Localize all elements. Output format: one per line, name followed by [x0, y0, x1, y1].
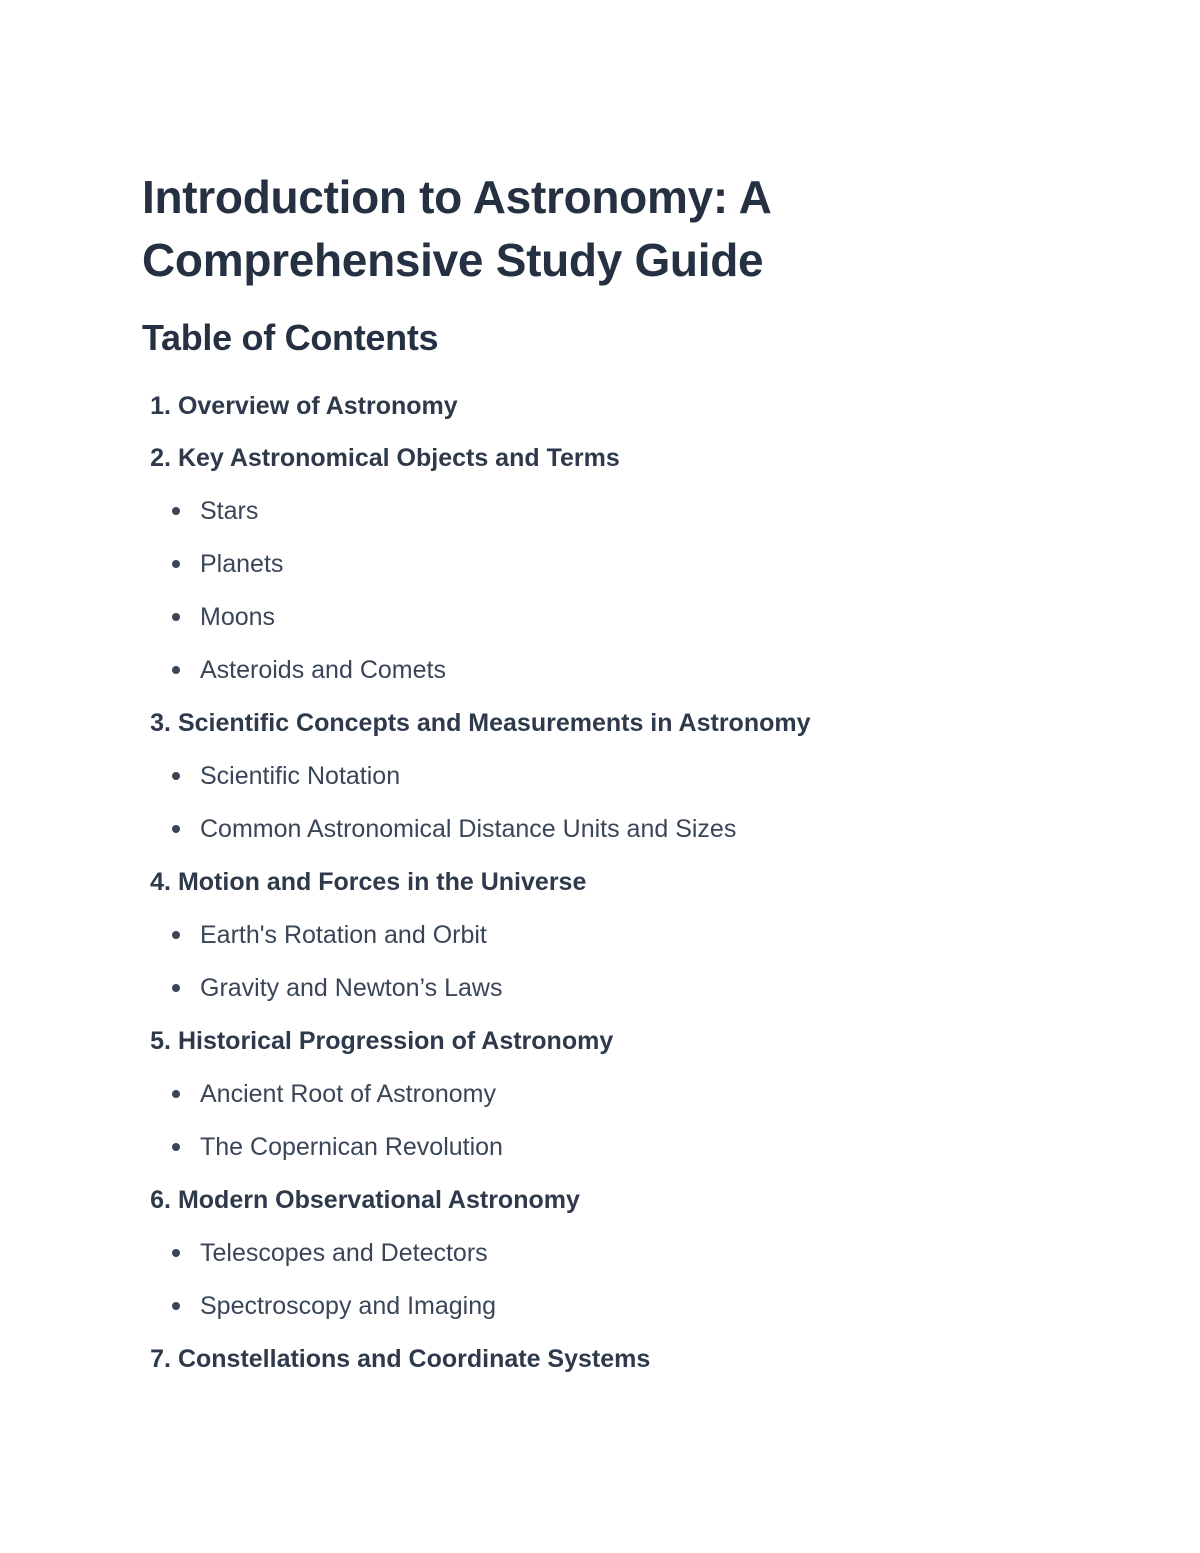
toc-subsection-item[interactable]: [172, 919, 487, 951]
toc-section-number: 4.: [150, 868, 171, 896]
toc-subsection-label: Scientific Notation: [200, 762, 401, 790]
toc-subsection-label: Gravity and Newton’s Laws: [200, 974, 503, 1002]
toc-section-number: 3.: [150, 709, 171, 737]
toc-heading: Table of Contents: [142, 317, 439, 358]
bullet-icon: [172, 560, 180, 568]
toc-section-label: Constellations and Coordinate Systems: [177, 1345, 651, 1373]
toc-section-label: Motion and Forces in the Universe: [177, 868, 587, 896]
toc-section-label: Historical Progression of Astronomy: [177, 1027, 614, 1055]
toc-subsection-label: Moons: [200, 603, 276, 631]
document-title: Introduction to Astronomy: A Comprehensive Study Guide: [142, 171, 770, 286]
toc-section-item[interactable]: [142, 866, 586, 898]
toc-section-item[interactable]: [142, 707, 811, 739]
toc-section-item[interactable]: [142, 1025, 613, 1057]
toc-section-label: Scientific Concepts and Measurements in Astronomy: [177, 709, 811, 737]
toc-section-item[interactable]: [142, 1184, 580, 1216]
toc-subsection-label: Stars: [200, 497, 259, 525]
toc-subsection-item[interactable]: [172, 760, 400, 792]
bullet-icon: [172, 984, 180, 992]
bullet-icon: [172, 507, 180, 515]
toc-section-label: Modern Observational Astronomy: [177, 1186, 580, 1214]
bullet-icon: [172, 1249, 180, 1257]
toc-subsection-label: Earth's Rotation and Orbit: [200, 921, 487, 949]
toc-subsection-label: Common Astronomical Distance Units and Sizes: [200, 815, 737, 843]
bullet-icon: [172, 825, 180, 833]
toc-subsection-item[interactable]: [172, 654, 446, 686]
toc-subsection-label: The Copernican Revolution: [200, 1133, 503, 1161]
toc-section-label: Overview of Astronomy: [177, 392, 458, 420]
bullet-icon: [172, 666, 180, 674]
bullet-icon: [172, 931, 180, 939]
toc-subsection-label: Planets: [200, 550, 284, 578]
toc-section-number: 2.: [150, 444, 171, 472]
toc-section-number: 5.: [150, 1027, 171, 1055]
bullet-icon: [172, 1302, 180, 1310]
bullet-icon: [172, 1090, 180, 1098]
toc-subsection-item[interactable]: [172, 1237, 488, 1269]
toc-section-number: 6.: [150, 1186, 171, 1214]
toc-subsection-item[interactable]: [172, 1131, 503, 1163]
toc-subsection-label: Telescopes and Detectors: [200, 1239, 488, 1267]
toc-section-label: Key Astronomical Objects and Terms: [177, 444, 620, 472]
bullet-icon: [172, 772, 180, 780]
toc-subsection-item[interactable]: [172, 972, 502, 1004]
toc-section-item[interactable]: [142, 442, 620, 474]
toc-subsection-label: Spectroscopy and Imaging: [200, 1292, 497, 1320]
toc-section-number: 1.: [150, 392, 171, 420]
toc-subsection-item[interactable]: [172, 813, 736, 845]
toc-subsection-item[interactable]: [172, 1290, 496, 1322]
toc-section-item[interactable]: [142, 1343, 650, 1375]
toc-subsection-item[interactable]: [172, 1078, 496, 1110]
bullet-icon: [172, 613, 180, 621]
toc-subsection-label: Ancient Root of Astronomy: [200, 1080, 496, 1108]
toc-subsection-item[interactable]: [172, 495, 258, 527]
toc-subsection-label: Asteroids and Comets: [200, 656, 446, 684]
toc-subsection-item[interactable]: [172, 548, 283, 580]
toc-section-item[interactable]: [142, 390, 458, 422]
toc-subsection-item[interactable]: [172, 601, 275, 633]
bullet-icon: [172, 1143, 180, 1151]
toc-section-number: 7.: [150, 1345, 171, 1373]
